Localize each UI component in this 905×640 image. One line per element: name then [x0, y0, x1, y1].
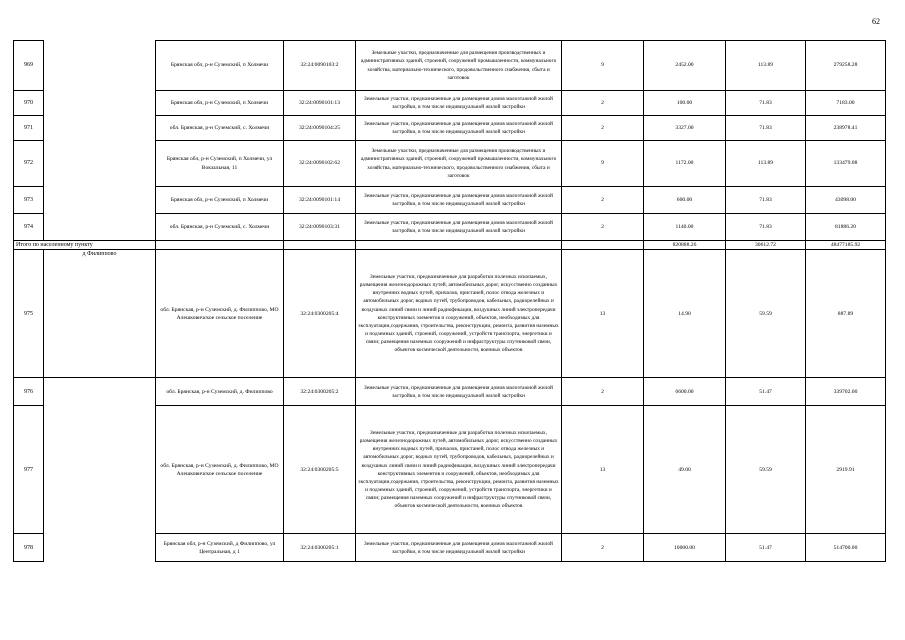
cadastral-number-cell: 32:24:0300205:2	[284, 378, 356, 406]
table-row	[14, 250, 886, 378]
unit-value-cell: 71.83	[726, 91, 806, 116]
area-cell: 14.90	[644, 250, 726, 378]
address-cell: Брянская обл, р-н Суземский, п Холмечи	[156, 187, 284, 214]
group-cell: 13	[562, 406, 644, 534]
cadastral-value-cell: 7183.00	[806, 91, 886, 116]
cadastral-value-cell: 2919.91	[806, 406, 886, 534]
cadastral-value-cell: 514700.00	[806, 534, 886, 562]
row-number: 974	[14, 214, 44, 241]
locality-cell	[44, 534, 156, 562]
area-cell: 2452.00	[644, 41, 726, 91]
group-cell: 13	[562, 250, 644, 378]
land-use-cell: Земельные участки, предназначенные для размещения домов малоэтажной жилой застройки, в том числе индивидуальной жилой застройки	[356, 187, 562, 214]
land-use-cell: Земельные участки, предназначенные для разработки полезных ископаемых, размещения железнодорожных путей, автомобильных дорог, искусственно созданных внутренних водных путей, причалов, пристаней, полос отвода железных и автомобильных дорог, водных путей, трубопроводов, кабельных, радиорелейных и воздушных линий связи и линий радиофикации, воздушных линий электропередачи конструктивных элементов и сооружений, объектов, необходимых для эксплуатации,содержания, строительства, реконструкции, ремонта, развития наземных и подземных зданий, строений, сооружений, устройств транспорта, энергетики и связи; размещения наземных сооружений и инфраструктуры спутниковой связи, объектов космической деятельности, военных объектов	[356, 250, 562, 378]
area-cell: 3327.00	[644, 116, 726, 141]
land-use-cell: Земельные участки, предназначенные для размещения домов малоэтажной жилой застройки, в том числе индивидуальной жилой застройки	[356, 534, 562, 562]
cadastral-number-cell: 32:24:0300205:4	[284, 250, 356, 378]
total-label: Итого по населенному пункту	[14, 241, 156, 250]
land-use-cell: Земельные участки, предназначенные для размещения домов малоэтажной жилой застройки, в том числе индивидуальной жилой застройки	[356, 116, 562, 141]
land-use-cell: Земельные участки, предназначенные для размещения домов малоэтажной жилой застройки, в том числе индивидуальной жилой застройки	[356, 378, 562, 406]
cadastral-number-cell: 32:24:0300205:1	[284, 534, 356, 562]
row-number: 972	[14, 141, 44, 187]
address-cell: Брянская обл, р-н Суземский, д Филиппово, ул Центральная, д 1	[156, 534, 284, 562]
table-row	[14, 116, 886, 141]
cadastral-value-cell: 238978.41	[806, 116, 886, 141]
locality-label: д Филиппово	[44, 250, 156, 378]
group-cell: 2	[562, 214, 644, 241]
locality-cell	[44, 91, 156, 116]
cadastral-number-cell: 32:24:0300205:5	[284, 406, 356, 534]
unit-value-cell: 113.89	[726, 141, 806, 187]
empty-cell	[156, 241, 284, 250]
locality-cell	[44, 187, 156, 214]
cadastral-value-cell: 81886.20	[806, 214, 886, 241]
land-use-cell: Земельные участки, предназначенные для размещения производственных и административных зданий, строений, сооружений промышленности, коммунального хозяйства, материально-технического, продовольственного снабжения, сбыта и заготовок	[356, 141, 562, 187]
cadastral-number-cell: 32:24:0090101:14	[284, 187, 356, 214]
group-cell: 2	[562, 534, 644, 562]
row-number: 977	[14, 406, 44, 534]
land-use-cell: Земельные участки, предназначенные для разработки полезных ископаемых, размещения железнодорожных путей, автомобильных дорог, искусственно созданных внутренних водных путей, причалов, пристаней, полос отвода железных и автомобильных дорог, водных путей, трубопроводов, кабельных, радиорелейных и воздушных линий связи и линий радиофикации, воздушных линий электропередачи конструктивных элементов и сооружений, объектов, необходимых для эксплуатации,содержания, строительства, реконструкции, ремонта, развития наземных и подземных зданий, строений, сооружений, устройств транспорта, энергетики и связи; размещения наземных сооружений и инфраструктуры спутниковой связи, объектов космической деятельности, военных объектов	[356, 406, 562, 534]
unit-value-cell: 59.59	[726, 406, 806, 534]
area-cell: 600.00	[644, 187, 726, 214]
unit-value-cell: 51.47	[726, 378, 806, 406]
row-number: 973	[14, 187, 44, 214]
table-row	[14, 41, 886, 91]
cadastral-value-cell: 279258.28	[806, 41, 886, 91]
cadastral-number-cell: 32:24:0090102:62	[284, 141, 356, 187]
address-cell: обл. Брянская, р-н Суземский, д. Филиппово	[156, 378, 284, 406]
empty-cell	[562, 241, 644, 250]
unit-value-cell: 71.83	[726, 187, 806, 214]
area-cell: 49.00	[644, 406, 726, 534]
group-cell: 2	[562, 378, 644, 406]
unit-value-cell: 71.83	[726, 116, 806, 141]
cadastral-number-cell: 32:24:0090104:25	[284, 116, 356, 141]
unit-value-cell: 59.59	[726, 250, 806, 378]
row-number: 970	[14, 91, 44, 116]
table-row	[14, 378, 886, 406]
unit-value-cell: 113.89	[726, 41, 806, 91]
table-row	[14, 187, 886, 214]
cadastral-value-cell: 339702.00	[806, 378, 886, 406]
group-cell: 2	[562, 91, 644, 116]
empty-cell	[284, 241, 356, 250]
area-cell: 1172.00	[644, 141, 726, 187]
locality-cell	[44, 116, 156, 141]
cadastral-number-cell: 32:24:0090103:31	[284, 214, 356, 241]
area-cell: 100.00	[644, 91, 726, 116]
empty-cell	[356, 241, 562, 250]
cadastral-value-cell: 133479.08	[806, 141, 886, 187]
address-cell: обл. Брянская, р-н Суземский, с. Холмечи	[156, 214, 284, 241]
area-cell: 1140.00	[644, 214, 726, 241]
row-number: 971	[14, 116, 44, 141]
row-number: 969	[14, 41, 44, 91]
address-cell: обл. Брянская, р-н Суземский, д. Филиппово, МО Алешковичское сельское поселение	[156, 250, 284, 378]
total-cadastral-value: 48477185.92	[806, 241, 886, 250]
page-number: 62	[872, 17, 880, 26]
cadastral-value-cell: 43098.00	[806, 187, 886, 214]
area-cell: 10000.00	[644, 534, 726, 562]
total-area: 820888.26	[644, 241, 726, 250]
row-number: 975	[14, 250, 44, 378]
land-use-cell: Земельные участки, предназначенные для размещения домов малоэтажной жилой застройки, в том числе индивидуальной жилой застройки	[356, 91, 562, 116]
address-cell: Брянская обл, р-н Суземский, п Холмечи	[156, 91, 284, 116]
cadastral-value-table	[13, 40, 886, 562]
unit-value-cell: 51.47	[726, 534, 806, 562]
cadastral-number-cell: 32:24:0090101:13	[284, 91, 356, 116]
group-cell: 9	[562, 141, 644, 187]
group-cell: 2	[562, 187, 644, 214]
total-row	[14, 241, 886, 250]
address-cell: обл. Брянская, р-н Суземский, с. Холмечи	[156, 116, 284, 141]
cadastral-value-cell: 887.89	[806, 250, 886, 378]
address-cell: обл. Брянская, р-н Суземский, д. Филиппово, МО Алешковичское сельское поселение	[156, 406, 284, 534]
land-use-cell: Земельные участки, предназначенные для размещения домов малоэтажной жилой застройки, в том числе индивидуальной жилой застройки	[356, 214, 562, 241]
table-row	[14, 406, 886, 534]
table-row	[14, 141, 886, 187]
group-cell: 2	[562, 116, 644, 141]
locality-cell	[44, 214, 156, 241]
locality-cell	[44, 141, 156, 187]
table-row	[14, 214, 886, 241]
area-cell: 6600.00	[644, 378, 726, 406]
group-cell: 9	[562, 41, 644, 91]
table-row	[14, 534, 886, 562]
cadastral-number-cell: 32:24:0090103:2	[284, 41, 356, 91]
total-unit-value: 30612.72	[726, 241, 806, 250]
table-row	[14, 91, 886, 116]
locality-cell	[44, 406, 156, 534]
locality-cell	[44, 378, 156, 406]
address-cell: Брянская обл, р-н Суземский, п Холмечи	[156, 41, 284, 91]
land-use-cell: Земельные участки, предназначенные для размещения производственных и административных зданий, строений, сооружений промышленности, коммунального хозяйства, материально-технического, продовольственного снабжения, сбыта и заготовок	[356, 41, 562, 91]
row-number: 978	[14, 534, 44, 562]
locality-cell	[44, 41, 156, 91]
address-cell: Брянская обл, р-н Суземский, п Холмечи, ул Вокзальная, 11	[156, 141, 284, 187]
unit-value-cell: 71.83	[726, 214, 806, 241]
row-number: 976	[14, 378, 44, 406]
